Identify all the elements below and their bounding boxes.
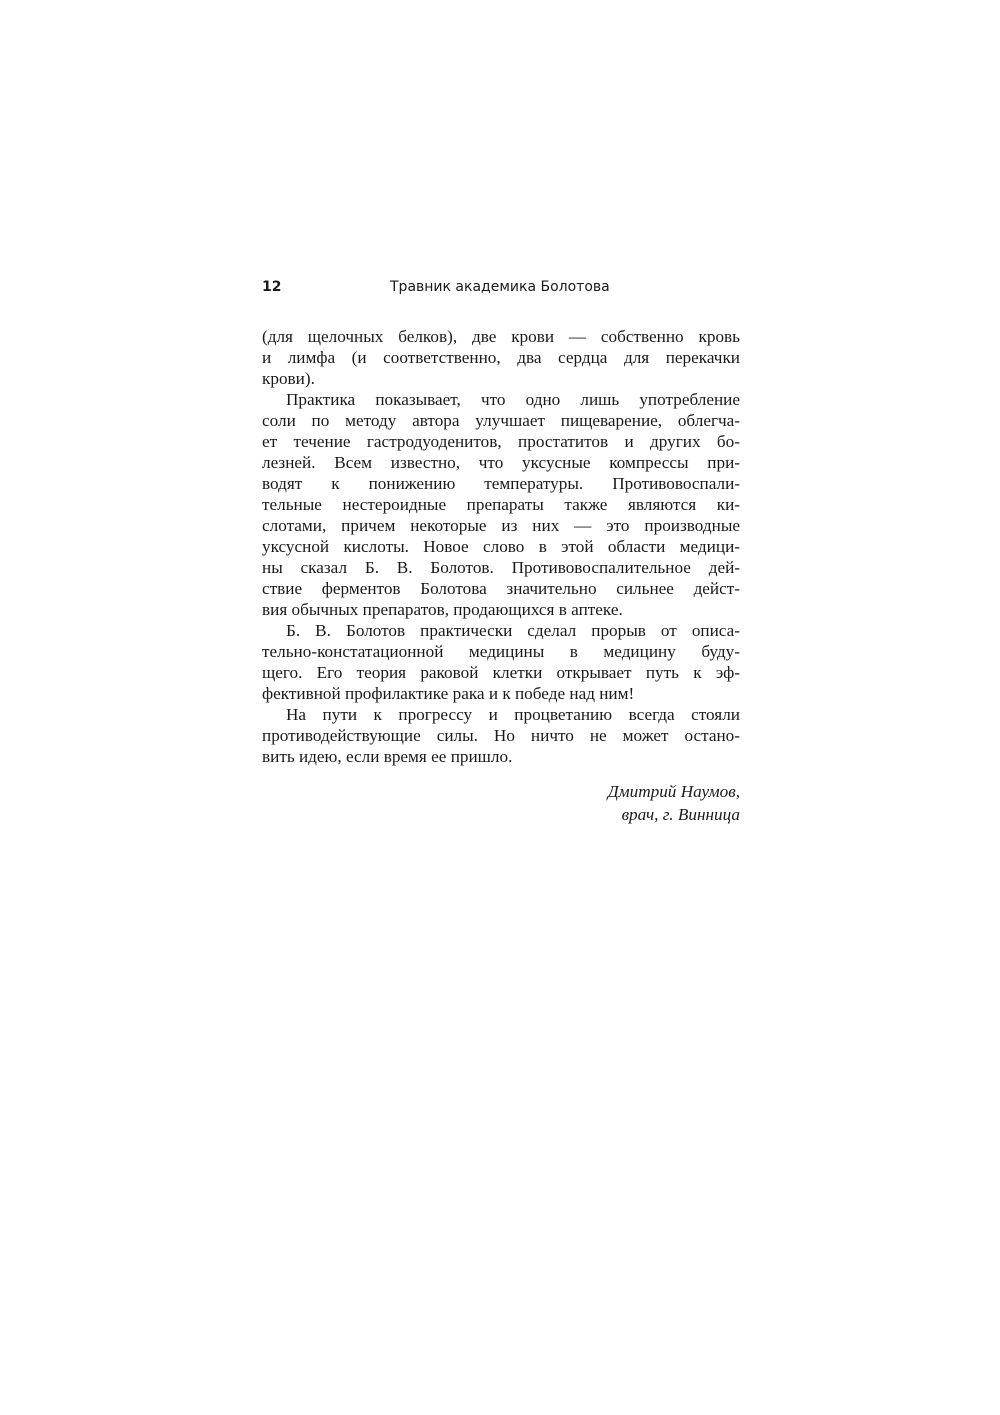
text-line: тельные нестероидные препараты также являются ки- xyxy=(262,495,740,514)
text-line: На пути к прогрессу и процветанию всегда стояли xyxy=(286,705,740,724)
paragraph xyxy=(262,389,740,620)
text-line: ет течение гастродуоденитов, простатитов и других бо- xyxy=(262,432,740,451)
text-line: слотами, причем некоторые из них — это производные xyxy=(262,516,740,535)
text-line: вия обычных препаратов, продающихся в аптеке. xyxy=(262,600,623,619)
signature-name: Дмитрий Наумов, xyxy=(607,782,740,801)
text-line: крови). xyxy=(262,369,315,388)
paragraph xyxy=(262,704,740,767)
text-line: водят к понижению температуры. Противовоспали- xyxy=(262,474,740,493)
text-line: щего. Его теория раковой клетки открывает путь к эф- xyxy=(262,663,740,682)
book-title: Травник академика Болотова xyxy=(390,279,610,295)
text-line: Б. В. Болотов практически сделал прорыв от описа- xyxy=(286,621,740,640)
text-line: ны сказал Б. В. Болотов. Противовоспалительное дей- xyxy=(262,558,740,577)
page-number: 12 xyxy=(262,279,282,295)
text-line: и лимфа (и соответственно, два сердца для перекачки xyxy=(262,348,740,367)
signature xyxy=(262,780,740,826)
text-line: тельно-констатационной медицины в медицину буду- xyxy=(262,642,740,661)
signature-role: врач, г. Винница xyxy=(621,805,740,824)
text-line: фективной профилактике рака и к победе над ним! xyxy=(262,684,635,703)
paragraph xyxy=(262,620,740,704)
paragraph xyxy=(262,326,740,389)
text-line: вить идею, если время ее пришло. xyxy=(262,747,513,766)
text-line: ствие ферментов Болотова значительно сильнее дейст- xyxy=(262,579,740,598)
text-line: (для щелочных белков), две крови — собственно кровь xyxy=(262,327,740,346)
text-line: соли по методу автора улучшает пищеварение, облегча- xyxy=(262,411,740,430)
text-line: Практика показывает, что одно лишь употребление xyxy=(286,390,740,409)
text-line: противодействующие силы. Но ничто не может остано- xyxy=(262,726,740,745)
text-line: уксусной кислоты. Новое слово в этой области медици- xyxy=(262,537,740,556)
running-head xyxy=(262,279,740,301)
body-text xyxy=(262,326,740,767)
text-line: лезней. Всем известно, что уксусные компрессы при- xyxy=(262,453,740,472)
